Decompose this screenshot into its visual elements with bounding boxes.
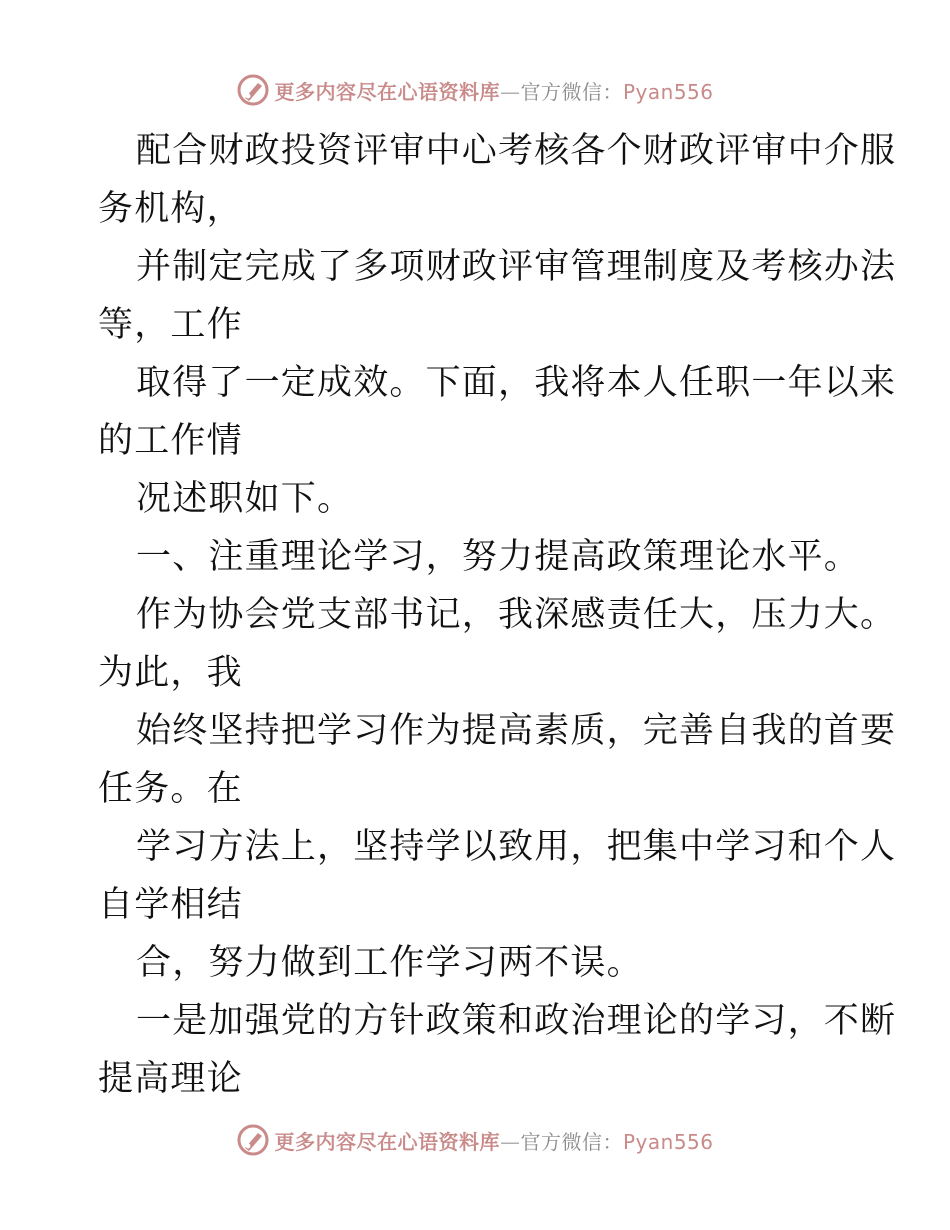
watermark-wechat-id: Pyan556 [622,79,714,104]
pen-circle-icon [236,73,270,107]
paragraph-line: 一、注重理论学习，努力提高政策理论水平。 [136,537,861,577]
paragraph-line: 等，工作 [98,305,243,345]
document-body [98,122,897,1108]
paragraph-line: 为此，我 [98,653,243,693]
paragraph-3 [98,354,897,470]
paragraph-7 [98,702,897,818]
paragraph-line: 始终坚持把学习作为提高素质，完善自我的首要 [136,711,897,751]
paragraph-line: 学习方法上，坚持学以致用，把集中学习和个人 [136,827,897,867]
paragraph-6 [98,586,897,702]
section-heading-1 [98,528,861,586]
watermark-text [274,1126,713,1155]
pen-circle-icon [236,1123,270,1157]
watermark-wechat-label: 官方微信： [520,1129,623,1154]
watermark-site-name: 更多内容尽在心语资料库 [274,79,500,104]
paragraph-4 [98,470,858,528]
paragraph-8 [98,818,897,934]
paragraph-line: 合，努力做到工作学习两不误。 [136,943,643,983]
watermark-header [0,70,950,110]
watermark-wechat-id: Pyan556 [622,1129,714,1154]
paragraph-line: 务机构， [98,189,243,229]
paragraph-line: 配合财政投资评审中心考核各个财政评审中介服 [136,131,897,171]
watermark-separator: — [499,79,521,104]
paragraph-line: 作为协会党支部书记，我深感责任大，压力大。 [136,595,897,635]
paragraph-line: 任务。在 [98,769,243,809]
watermark-separator: — [499,1129,521,1154]
paragraph-10 [98,992,897,1108]
paragraph-line: 并制定完成了多项财政评审管理制度及考核办法 [136,247,897,287]
watermark-wechat-label: 官方微信： [520,79,623,104]
paragraph-line: 况述职如下。 [136,479,354,519]
paragraph-2 [98,238,897,354]
watermark-text [274,76,713,105]
paragraph-line: 提高理论 [98,1059,243,1099]
watermark-footer [0,1120,950,1160]
watermark-site-name: 更多内容尽在心语资料库 [274,1129,500,1154]
paragraph-line: 的工作情 [98,421,243,461]
paragraph-line: 自学相结 [98,885,243,925]
paragraph-line: 一是加强党的方针政策和政治理论的学习，不断 [136,1001,897,1041]
paragraph-line: 取得了一定成效。下面，我将本人任职一年以来 [136,363,897,403]
paragraph-1 [98,122,897,238]
paragraph-9 [98,934,858,992]
